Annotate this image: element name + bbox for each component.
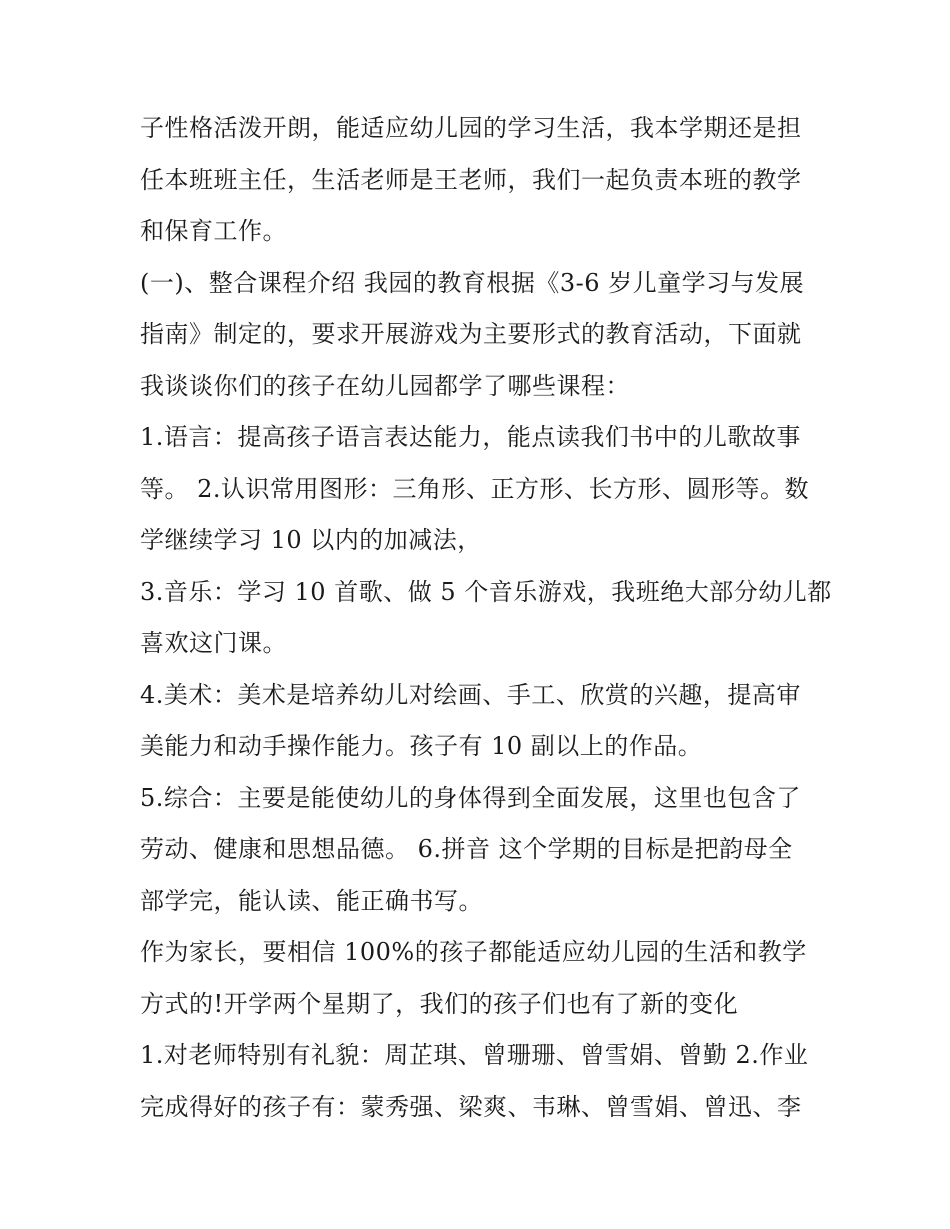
text-line-18: 方式的!开学两个星期了，我们的孩子们也有了新的变化 [140,989,739,1018]
text-line-7: 1.语言：提高孩子语言表达能力，能点读我们书中的儿歌故事 [140,423,801,451]
text-line-6: 我谈谈你们的孩子在幼儿园都学了哪些课程： [140,371,630,400]
text-line-19: 1.对老师特别有礼貌：周芷琪、曾珊珊、曾雪娟、曾勤 2.作业 [140,1041,809,1069]
text-line-17: 作为家长，要相信 100%的孩子都能适应幼儿园的生活和教学 [140,938,807,966]
text-line-16: 部学完，能认读、能正确书写。 [140,886,483,915]
text-line-15: 劳动、健康和思想品德。 6.拼音 这个学期的目标是把韵母全 [140,835,793,863]
text-line-10: 3.音乐：学习 10 首歌、做 5 个音乐游戏，我班绝大部分幼儿都 [140,577,832,606]
document-body [140,103,832,1133]
text-line-8: 等。 2.认识常用图形：三角形、正方形、长方形、圆形等。数 [140,474,810,503]
text-line-20: 完成得好的孩子有：蒙秀强、梁爽、韦琳、曾雪娟、曾迅、李 [140,1092,802,1121]
text-line-11: 喜欢这门课。 [140,629,287,657]
text-line-1: 子性格活泼开朗，能适应幼儿园的学习生活，我本学期还是担 [140,114,802,142]
text-line-3: 和保育工作。 [140,217,287,245]
text-line-4: (一)、整合课程介绍 我园的教育根据《3-6 岁儿童学习与发展 [140,268,805,297]
text-line-9: 学继续学习 10 以内的加减法， [140,526,482,554]
text-line-12: 4.美术：美术是培养幼儿对绘画、手工、欣赏的兴趣，提高审 [140,680,801,709]
text-line-5: 指南》制定的，要求开展游戏为主要形式的教育活动，下面就 [140,320,802,348]
text-line-14: 5.综合：主要是能使幼儿的身体得到全面发展，这里也包含了 [140,783,801,812]
text-line-2: 任本班班主任，生活老师是王老师，我们一起负责本班的教学 [140,165,802,194]
text-line-13: 美能力和动手操作能力。孩子有 10 副以上的作品。 [140,732,703,760]
